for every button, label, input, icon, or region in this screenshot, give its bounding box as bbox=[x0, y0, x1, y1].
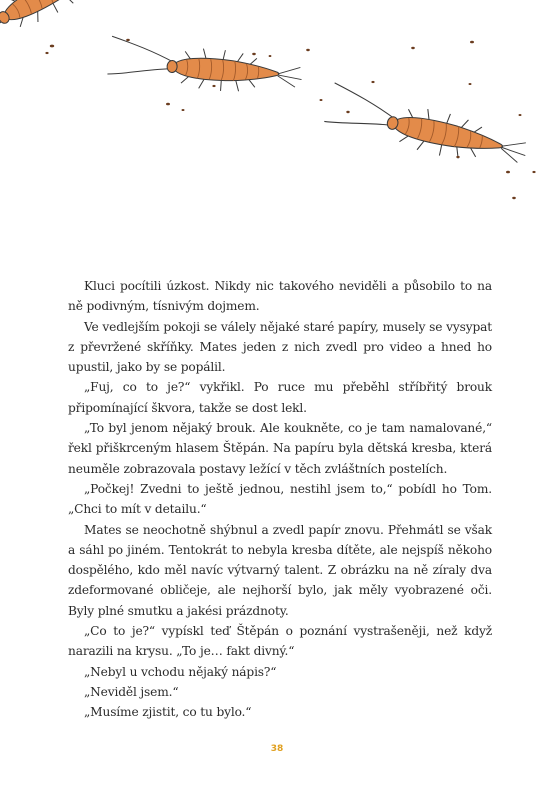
paragraph: „Co to je?“ vypískl teď Štěpán o poznání vystrašeněji, než když narazili na krysu. „To je… fakt divný.“ bbox=[68, 624, 492, 659]
story-text bbox=[68, 276, 492, 723]
paragraph: „Počkej! Zvedni to ještě jednou, nestihl jsem to,“ pobídl ho Tom. „Chci to mít v detailu.“ bbox=[68, 481, 492, 517]
paragraph: „Musíme zjistit, co tu bylo.“ bbox=[84, 705, 252, 720]
paragraph: „Fuj, co to je?“ vykřikl. Po ruce mu přeběhl stříbřitý brouk připomínající škvora, takže se dost lekl. bbox=[68, 380, 492, 415]
silverfish-bug-icon bbox=[107, 36, 304, 96]
paragraph: Mates se neochotně shýbnul a zvedl papír znovu. Přehmátl se však a sáhl po jiném. Tentokrát to nebyla kresba dítěte, ale nejspíš někoho dospělého, kdo měl navíc výtvarný talent. Z obrázku na ně zíraly dva zdeformované obličeje, ale nejhorší bylo, jak měly vyobrazené oči. Byly plné smutku a jakési prázdnoty. bbox=[68, 522, 492, 618]
silverfish-bug-icon bbox=[0, 0, 128, 66]
page-number: 38 bbox=[270, 744, 284, 754]
silverfish-illustration bbox=[0, 0, 554, 220]
paragraph: Kluci pocítili úzkost. Nikdy nic takového neviděli a působilo to na ně podivným, tísnivým dojmem. bbox=[68, 279, 492, 314]
paragraph: Ve vedlejším pokoji se válely nějaké staré papíry, musely se vysypat z převržené skříňky. Mates jeden z nich zvedl pro video a hned ho upustil, jako by se popálil. bbox=[68, 319, 492, 375]
paragraph: „To byl jenom nějaký brouk. Ale koukněte, co je tam namalované,“ řekl přiškrceným hlasem Štěpán. Na papíru byla dětská kresba, která neuměle zobrazovala postavy ležící v těch zvláštních postelích. bbox=[68, 421, 492, 476]
paragraph: „Neviděl jsem.“ bbox=[84, 684, 179, 699]
crumbs-decoration bbox=[45, 39, 535, 199]
silverfish-bug-icon bbox=[322, 82, 532, 173]
paragraph: „Nebyl u vchodu nějaký nápis?“ bbox=[84, 664, 277, 679]
